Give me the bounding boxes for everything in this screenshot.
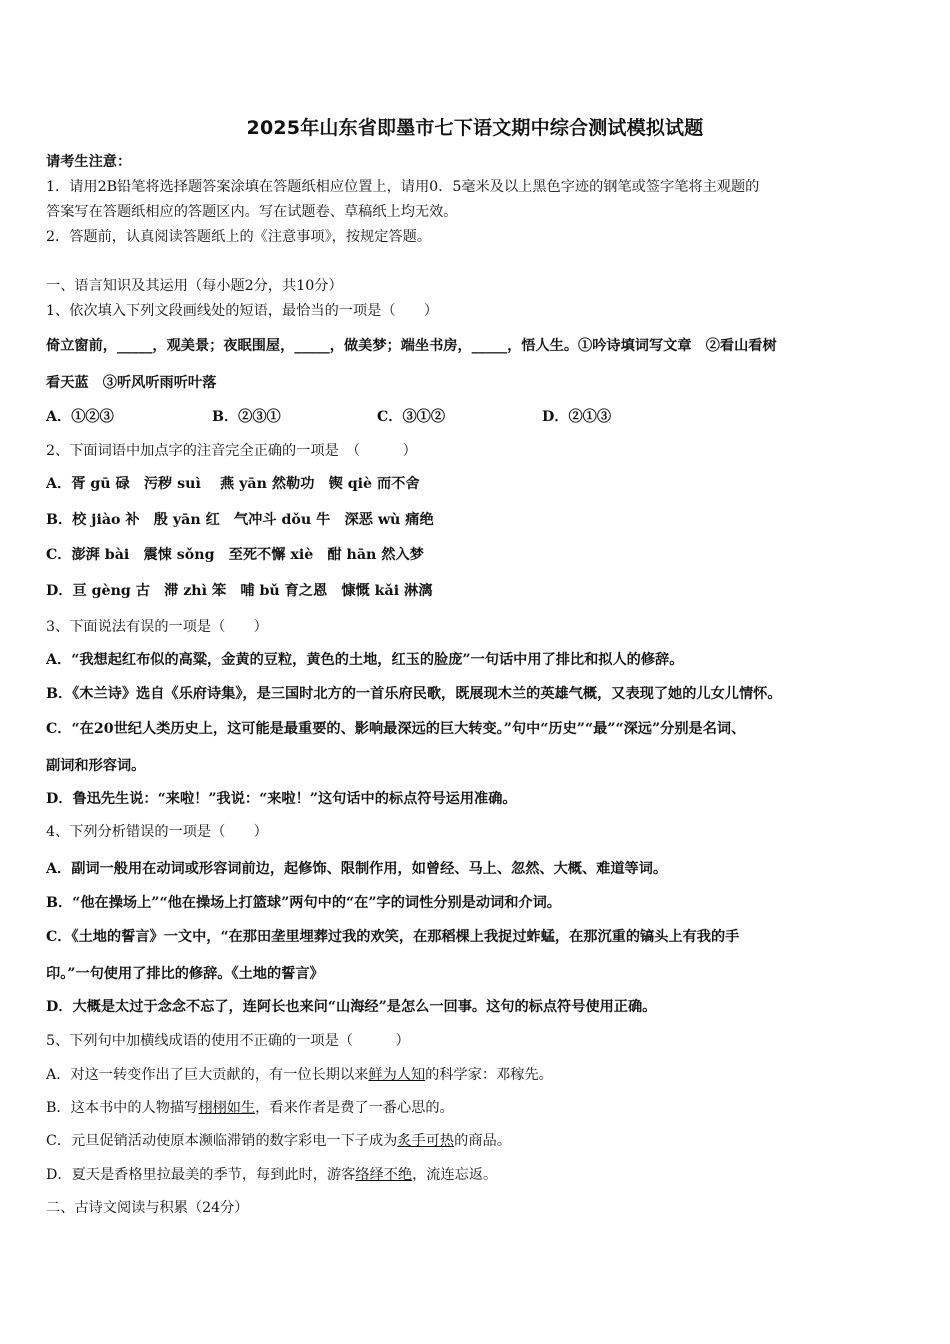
q5-stem: 5、下列句中加横线成语的使用不正确的一项是（ ） bbox=[46, 1033, 410, 1049]
q3-option-c-line-a: C．“在20世纪人类历史上，这可能是最重要的、影响最深远的巨大转变。”句中“历史”“最”“深远”分别是名词、 bbox=[46, 721, 746, 737]
q3-stem: 3、下面说法有误的一项是（ ） bbox=[46, 619, 268, 635]
q5-option-a-idiom: 鲜为人知 bbox=[368, 1067, 426, 1083]
q1-option-a: A．①②③ bbox=[46, 409, 114, 425]
notice-line-2: 2．答题前，认真阅读答题纸上的《注意事项》，按规定答题。 bbox=[46, 229, 431, 245]
q5-option-d bbox=[46, 1166, 497, 1184]
section2-heading: 二、古诗文阅读与积累（24分） bbox=[46, 1200, 249, 1216]
q1-option-c: C．③①② bbox=[377, 409, 446, 425]
q5-option-a-post: 的科学家：邓稼先。 bbox=[425, 1067, 553, 1083]
q5-option-c-idiom: 炙手可热 bbox=[397, 1133, 455, 1149]
notice-line-1b: 答案写在答题纸相应的答题区内。写在试题卷、草稿纸上均无效。 bbox=[46, 204, 458, 220]
q4-stem: 4、下列分析错误的一项是（ ） bbox=[46, 824, 268, 840]
q3-option-d: D．鲁迅先生说：“来啦！”我说：“来啦！”这句话中的标点符号运用准确。 bbox=[46, 791, 517, 807]
q4-option-a: A．副词一般用在动词或形容词前边，起修饰、限制作用，如曾经、马上、忽然、大概、难道等词。 bbox=[46, 861, 668, 877]
q5-option-c-post: 的商品。 bbox=[454, 1133, 511, 1149]
q4-option-b: B．“他在操场上”“他在操场上打篮球”两句中的“在”字的词性分别是动词和介词。 bbox=[46, 895, 561, 911]
q2-stem: 2、下面词语中加点字的注音完全正确的一项是 （ ） bbox=[46, 443, 417, 459]
notice-line-1a: 1．请用2B铅笔将选择题答案涂填在答题纸相应位置上，请用0．5毫米及以上黑色字迹的钢笔或签字笔将主观题的 bbox=[46, 179, 760, 195]
q4-option-c-line-a: C．《土地的誓言》一文中，“在那田垄里埋葬过我的欢笑，在那稻棵上我捉过蚱蜢，在那沉重的镐头上有我的手 bbox=[46, 929, 740, 945]
q2-option-d: D．亘 gèng 古 滞 zhì 笨 哺 bǔ 育之恩 慷慨 kǎi 淋漓 bbox=[46, 583, 433, 599]
section1-heading: 一、语言知识及其运用（每小题2分，共10分） bbox=[46, 278, 343, 294]
q5-option-d-idiom: 络绎不绝 bbox=[355, 1167, 413, 1183]
q3-option-a: A．“我想起红布似的高粱，金黄的豆粒，黄色的土地，红玉的脸庞”一句话中用了排比和拟人的修辞。 bbox=[46, 652, 684, 668]
q5-option-d-pre: D．夏天是香格里拉最美的季节，每到此时，游客 bbox=[46, 1167, 356, 1183]
q3-option-b: B．《木兰诗》选自《乐府诗集》，是三国时北方的一首乐府民歌，既展现木兰的英雄气概，又表现了她的儿女儿情怀。 bbox=[46, 686, 782, 702]
notice-heading: 请考生注意： bbox=[46, 154, 132, 170]
q1-text-line-a: 倚立窗前，_____，观美景；夜眠围屋，_____，做美梦；端坐书房，_____，悟人生。①吟诗填词写文章 ②看山看树 bbox=[46, 338, 777, 354]
q1-option-d: D．②①③ bbox=[542, 409, 612, 425]
q1-stem: 1、依次填入下列文段画线处的短语，最恰当的一项是（ ） bbox=[46, 303, 439, 319]
q5-option-a-pre: A．对这一转变作出了巨大贡献的，有一位长期以来 bbox=[46, 1067, 369, 1083]
q2-option-a: A．胥 gū 碌 污秽 suì 燕 yān 然勒功 锲 qiè 而不舍 bbox=[46, 476, 420, 492]
q5-option-c bbox=[46, 1132, 511, 1150]
q4-option-d: D．大概是太过于念念不忘了，连阿长也来问“山海经”是怎么一回事。这句的标点符号使用正确。 bbox=[46, 999, 657, 1015]
q5-option-d-post: ，流连忘返。 bbox=[412, 1167, 498, 1183]
q4-option-c-line-b: 印。”一句使用了排比的修辞。《土地的誓言》 bbox=[46, 966, 324, 982]
q5-option-c-pre: C．元旦促销活动使原本濒临滞销的数字彩电一下子成为 bbox=[46, 1133, 398, 1149]
q3-option-c-line-b: 副词和形容词。 bbox=[46, 758, 146, 774]
q1-text-line-b: 看天蓝 ③听风听雨听叶落 bbox=[46, 375, 217, 391]
q5-option-a bbox=[46, 1066, 553, 1084]
q5-option-b-idiom: 栩栩如生 bbox=[198, 1100, 256, 1116]
q2-option-b: B．校 jiào 补 殷 yān 红 气冲斗 dǒu 牛 深恶 wù 痛绝 bbox=[46, 512, 434, 528]
q1-option-b: B．②③① bbox=[212, 409, 281, 425]
q5-option-b bbox=[46, 1099, 454, 1117]
page-title: 2025年山东省即墨市七下语文期中综合测试模拟试题 bbox=[246, 117, 704, 139]
q2-option-c: C．澎湃 bài 震悚 sǒng 至死不懈 xiè 酣 hān 然入梦 bbox=[46, 547, 424, 563]
q5-option-b-post: ，看来作者是费了一番心思的。 bbox=[255, 1100, 454, 1116]
q5-option-b-pre: B．这本书中的人物描写 bbox=[46, 1100, 199, 1116]
